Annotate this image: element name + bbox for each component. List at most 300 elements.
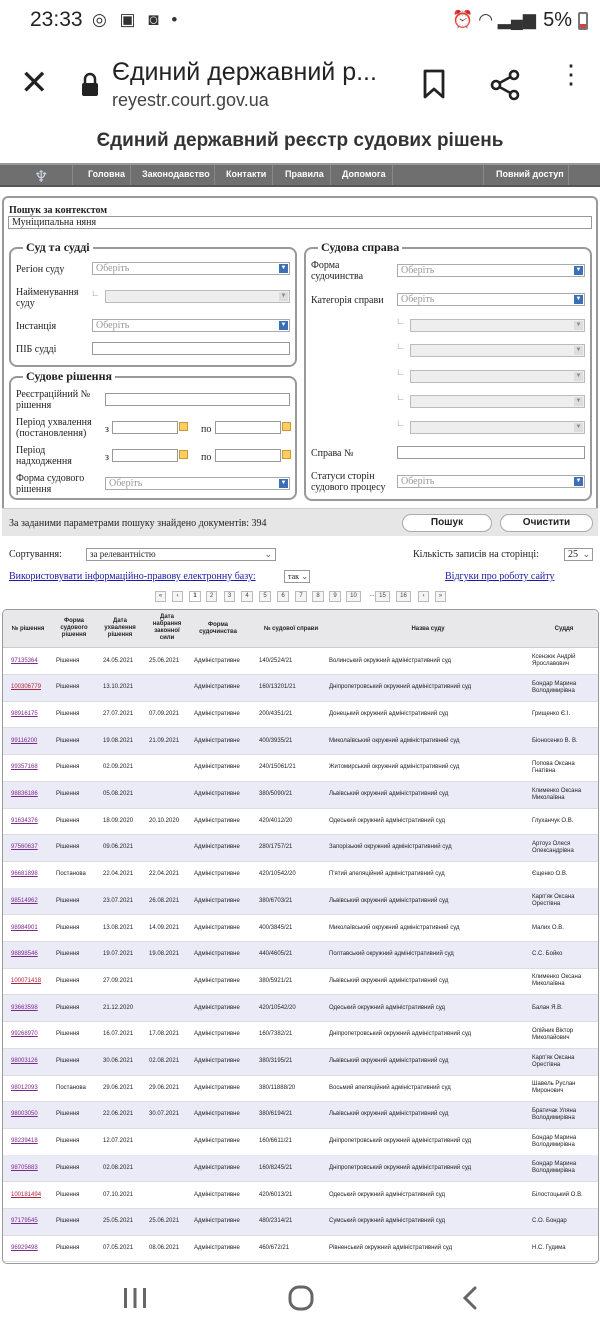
adopt-to-input[interactable]	[215, 421, 281, 434]
cell-force-date: 22.04.2021	[149, 871, 180, 878]
to-label: по	[201, 424, 212, 435]
url-text[interactable]: reyestr.court.gov.ua	[112, 90, 269, 110]
cell-decision-no[interactable]: 93663598	[11, 1004, 38, 1011]
chevron-down-icon: ▼	[280, 480, 287, 486]
cell-decision-no[interactable]: 96681898	[11, 871, 38, 878]
cell-force-date	[149, 968, 191, 994]
cell-decision-no[interactable]: 98836186	[11, 791, 38, 797]
judge-label: ПІБ судді	[16, 344, 57, 355]
cell-judge: Єщенко О.В.	[532, 871, 568, 878]
cell-court-name: Полтавський окружний адміністративний суд	[329, 951, 454, 958]
chevron-down-icon: ▼	[575, 373, 582, 379]
col-force-date[interactable]: Дата набрання законної сили	[152, 614, 182, 641]
page-link[interactable]: 1	[189, 591, 201, 602]
cell-case-no: 400/3935/21	[259, 737, 293, 744]
clear-button[interactable]: Очистити	[500, 514, 593, 532]
table-row	[3, 995, 599, 1022]
share-icon[interactable]	[488, 68, 522, 102]
cell-force-date: 30.07.2021	[149, 1111, 180, 1118]
court-name-select[interactable]	[105, 290, 290, 303]
subcategory-select-4[interactable]	[410, 395, 585, 408]
cell-decision-no[interactable]: 98705883	[11, 1164, 38, 1171]
per-page-select[interactable]: 25 ⌄	[564, 548, 593, 561]
cell-judge: Грищенко Є.І.	[532, 710, 571, 717]
lock-icon[interactable]	[80, 72, 100, 98]
cell-decision-no[interactable]: 96929498	[11, 1244, 38, 1251]
col-decision-form[interactable]: Форма судового рішення	[60, 618, 88, 638]
category-label: Категорія справи	[311, 295, 384, 306]
cell-court-name: Одеський окружний адміністративний суд	[329, 817, 445, 824]
cell-adopt-date: 19.08.2021	[103, 737, 134, 744]
close-icon[interactable]: ✕	[20, 64, 49, 102]
table-row	[3, 728, 599, 755]
cell-decision-no[interactable]: 98239418	[11, 1138, 38, 1145]
cell-adopt-date: 24.05.2021	[103, 657, 134, 664]
cell-decision-no[interactable]: 99268970	[11, 1031, 38, 1038]
cell-decision-form: Рішення	[56, 1218, 80, 1225]
nav-home[interactable]: Головна	[88, 169, 125, 179]
page-link[interactable]: 3	[224, 591, 235, 602]
tree-branch-icon: ∟	[396, 341, 405, 351]
cell-decision-no[interactable]: 97179545	[11, 1218, 38, 1225]
page-link: ...	[369, 592, 375, 598]
table-row	[3, 701, 599, 728]
subcategory-select-5[interactable]	[410, 421, 585, 434]
cell-case-no: 380/5921/21	[259, 977, 293, 984]
period-adopt-label: Період ухвалення (постановлення)	[16, 417, 92, 439]
cell-proc-form: Адміністративне	[194, 791, 240, 797]
page-link[interactable]: 16	[396, 591, 411, 602]
cell-proc-form: Адміністративне	[194, 1218, 240, 1225]
chevron-down-icon: ▼	[575, 267, 582, 273]
status-time: 23:33	[30, 8, 83, 31]
cell-decision-form: Рішення	[56, 1191, 80, 1198]
from-label: з	[105, 452, 109, 463]
cell-court-name: Восьмий апеляційний адміністративний суд	[329, 1084, 451, 1091]
cell-proc-form: Адміністративне	[194, 1004, 240, 1011]
cell-adopt-date: 02.09.2021	[103, 764, 134, 771]
chevron-down-icon: ▼	[575, 398, 582, 404]
cell-decision-form: Рішення	[56, 657, 80, 664]
cell-proc-form: Адміністративне	[194, 897, 240, 904]
cell-court-name: Миколаївський окружний адміністративний суд	[329, 737, 460, 744]
feedback-link[interactable]: Відгуки про роботу сайту	[445, 571, 555, 582]
table-row	[3, 1102, 599, 1129]
cell-judge: Карп'як Оксана Орестівна	[532, 894, 575, 908]
cell-judge: Карп'як Оксана Орестівна	[532, 1054, 575, 1068]
more-options-icon[interactable]: ⋮	[558, 59, 584, 89]
cell-judge: Клименко Оксана Миколаївна	[532, 787, 582, 801]
cell-adopt-date: 02.08.2021	[103, 1164, 134, 1171]
judge-input[interactable]	[92, 342, 290, 355]
cell-decision-form: Рішення	[56, 951, 80, 958]
cell-decision-form: Рішення	[56, 897, 80, 904]
page-link[interactable]: 7	[295, 591, 307, 602]
cell-court-name: Миколаївський окружний адміністративний суд	[329, 924, 460, 931]
chevron-down-icon: ▼	[575, 322, 582, 328]
results-table	[2, 609, 599, 1264]
calendar-icon[interactable]	[179, 422, 188, 431]
sorting-label: Сортування:	[9, 549, 62, 560]
case-legend: Судова справа	[318, 240, 402, 255]
category-select[interactable]: Оберіть ▼	[397, 293, 585, 306]
chevron-down-icon: ▼	[575, 347, 582, 353]
battery-icon	[578, 12, 588, 30]
tree-branch-icon: ∟	[396, 316, 405, 326]
cell-court-name: Житомирський окружний адміністративний суд	[329, 764, 460, 771]
cell-judge: Біоносенко В. В.	[532, 737, 578, 744]
cell-case-no: 440/4605/21	[259, 951, 293, 958]
cell-adopt-date: 25.05.2021	[103, 1218, 134, 1225]
signal-icons: ⏰ ◠ ▂▄▆	[452, 10, 536, 29]
cell-proc-form: Адміністративне	[194, 657, 240, 664]
cell-force-date	[149, 755, 191, 781]
cell-decision-no[interactable]: 98916175	[11, 710, 38, 717]
page-link[interactable]: 6	[277, 591, 289, 602]
cell-judge: Ксензюк Андрій Ярославович	[532, 654, 576, 667]
cell-decision-no[interactable]: 99116200	[11, 737, 38, 744]
table-row	[3, 755, 599, 782]
cell-judge: Бондар Марина Володимирівна	[532, 1134, 577, 1148]
system-nav-bar	[0, 1266, 600, 1332]
found-count-text: За заданими параметрами пошуку знайдено документів: 394	[9, 518, 267, 529]
tree-branch-icon: ∟	[396, 418, 405, 428]
table-row	[3, 835, 599, 862]
cell-proc-form: Адміністративне	[194, 1031, 240, 1038]
table-row	[3, 782, 599, 809]
cell-decision-no[interactable]: 97560637	[11, 844, 38, 851]
cell-decision-no[interactable]: 100071418	[11, 977, 42, 984]
table-row	[3, 968, 599, 995]
cell-decision-no[interactable]: 98012093	[11, 1084, 38, 1091]
use-base-select[interactable]: так ⌄	[284, 570, 310, 583]
court-name-label: Найменування суду	[16, 287, 79, 309]
cell-court-name: Дніпропетровський окружний адміністративний суд	[329, 1031, 472, 1038]
cell-case-no: 480/2314/21	[259, 1218, 293, 1225]
cell-case-no: 160/6611/21	[259, 1138, 292, 1145]
case-no-label: Справа №	[311, 448, 354, 459]
cell-decision-form: Рішення	[56, 710, 80, 717]
cell-judge: Білостоцький О.В.	[532, 1191, 583, 1198]
subcategory-select-3[interactable]	[410, 370, 585, 383]
table-row	[3, 1155, 599, 1182]
page-link[interactable]: 2	[206, 591, 217, 602]
table-row	[3, 1182, 599, 1209]
proc-form-label: Форма судочинства	[311, 260, 364, 282]
cell-force-date	[149, 995, 191, 1021]
table-row	[3, 888, 599, 915]
page-link[interactable]: »	[435, 591, 446, 602]
cell-decision-no[interactable]: 98003126	[11, 1058, 38, 1064]
cell-adopt-date: 07.05.2021	[103, 1244, 134, 1251]
cell-court-name: Одеський окружний адміністративний суд	[329, 1191, 445, 1198]
cell-court-name: Волинський окружний адміністративний суд	[329, 657, 451, 664]
cell-decision-form: Рішення	[56, 764, 80, 771]
col-decision-no[interactable]: № рішення	[11, 626, 45, 632]
cell-court-name: Львівський окружний адміністративний суд	[329, 791, 449, 797]
region-select[interactable]: Оберіть ▼	[92, 262, 290, 275]
cell-adopt-date: 27.07.2021	[103, 710, 134, 717]
page-link[interactable]: 4	[241, 591, 253, 602]
cell-proc-form: Адміністративне	[194, 1084, 240, 1091]
cell-force-date: 26.08.2021	[149, 897, 180, 904]
table-row	[3, 862, 599, 889]
cell-court-name: П'ятий апеляційний адміністративний суд	[329, 871, 445, 878]
cell-proc-form: Адміністративне	[194, 977, 240, 984]
page-title[interactable]: Єдиний державний р...	[112, 58, 377, 86]
cell-force-date	[149, 1155, 191, 1181]
cell-adopt-date: 29.06.2021	[103, 1084, 134, 1091]
cell-force-date: 07.09.2021	[149, 710, 180, 717]
receive-to-input[interactable]	[215, 449, 281, 462]
subcategory-select-2[interactable]	[410, 344, 585, 357]
cell-decision-no[interactable]: 100181494	[11, 1191, 42, 1198]
cell-case-no: 420/4012/20	[259, 817, 293, 824]
nav-contacts[interactable]: Контакти	[226, 169, 267, 179]
cell-decision-form: Рішення	[56, 1164, 80, 1171]
table-header	[3, 610, 599, 648]
cell-adopt-date: 13.10.2021	[103, 684, 134, 691]
page-link[interactable]: 15	[375, 591, 390, 602]
table-row	[3, 1235, 599, 1262]
table-row	[3, 1022, 599, 1049]
coat-of-arms-icon: ♆	[34, 169, 49, 186]
cell-force-date: 14.09.2021	[149, 924, 180, 931]
tree-branch-icon: ∟	[91, 288, 100, 298]
cell-decision-form: Рішення	[56, 924, 80, 931]
to-label: по	[201, 452, 212, 463]
calendar-icon[interactable]	[282, 450, 291, 459]
cell-case-no: 420/6013/21	[259, 1191, 293, 1198]
cell-decision-no[interactable]: 91634376	[11, 817, 38, 824]
reg-no-input[interactable]	[105, 393, 290, 406]
decision-legend: Судове рішення	[23, 369, 115, 384]
search-button[interactable]: Пошук	[402, 514, 492, 532]
site-title: Єдиний державний реєстр судових рішень	[96, 130, 504, 151]
cell-case-no: 200/4351/21	[259, 710, 293, 717]
chevron-down-icon: ▼	[280, 265, 287, 271]
cell-proc-form: Адміністративне	[194, 817, 240, 824]
cell-adopt-date: 16.07.2021	[103, 1031, 134, 1038]
cell-force-date	[149, 1182, 191, 1208]
cell-case-no: 380/3195/21	[259, 1058, 293, 1064]
cell-adopt-date: 22.04.2021	[103, 871, 134, 878]
cell-judge: Бондар Марина Володимирівна	[532, 680, 577, 694]
cell-force-date: 25.06.2021	[149, 1218, 180, 1225]
cell-case-no: 380/5090/21	[259, 791, 293, 797]
cell-judge: С.О. Бондар	[532, 1218, 567, 1225]
party-status-select[interactable]: Оберіть ▼	[397, 475, 585, 488]
cell-court-name: Донецький окружний адміністративний суд	[329, 710, 449, 717]
cell-court-name: Одеський окружний адміністративний суд	[329, 1004, 445, 1011]
case-no-input[interactable]	[397, 446, 585, 459]
cell-judge: С.С. Бойко	[532, 951, 563, 958]
table-row	[3, 942, 599, 969]
cell-proc-form: Адміністративне	[194, 871, 240, 878]
cell-case-no: 420/10542/20	[259, 871, 296, 878]
table-row	[3, 808, 599, 835]
main-nav	[0, 163, 600, 187]
page-link[interactable]: ›	[418, 591, 429, 602]
cell-court-name: Дніпропетровський окружний адміністративний суд	[329, 1164, 472, 1171]
cell-court-name: Львівський окружний адміністративний суд	[329, 897, 449, 904]
chevron-down-icon: ⌄	[264, 549, 272, 559]
cell-adopt-date: 19.07.2021	[103, 951, 134, 958]
page-link[interactable]: 5	[259, 591, 271, 602]
cell-proc-form: Адміністративне	[194, 1111, 240, 1118]
cell-judge: Малих О.В.	[532, 924, 564, 931]
page-link[interactable]: 10	[346, 591, 361, 602]
cell-decision-no[interactable]: 98984901	[11, 924, 38, 931]
sorting-select[interactable]: за релевантністю ⌄	[86, 548, 276, 561]
cell-proc-form: Адміністративне	[194, 924, 240, 931]
cell-judge: Попова Оксана Гнатівна	[532, 760, 575, 774]
instance-select[interactable]: Оберіть ▼	[92, 319, 290, 332]
cell-decision-no[interactable]: 99357168	[11, 764, 38, 771]
cell-decision-no[interactable]: 100306779	[11, 684, 42, 691]
decision-form-select[interactable]: Оберіть ▼	[105, 477, 290, 490]
cell-decision-form: Рішення	[56, 684, 80, 691]
back-icon[interactable]	[460, 1286, 480, 1310]
chevron-down-icon: ⌄	[582, 549, 590, 559]
court-legend: Суд та судді	[23, 240, 93, 255]
chevron-down-icon: ▼	[280, 293, 287, 299]
cell-case-no: 140/2524/21	[259, 657, 293, 664]
table-row	[3, 1129, 599, 1156]
col-court-name[interactable]: Назва суду	[411, 626, 445, 632]
nav-rules[interactable]: Правила	[285, 169, 324, 179]
cell-decision-no[interactable]: 97135364	[11, 657, 38, 664]
cell-force-date: 17.08.2021	[149, 1031, 180, 1038]
nav-help[interactable]: Допомога	[342, 169, 386, 179]
cell-proc-form: Адміністративне	[194, 737, 240, 744]
region-label: Регіон суду	[16, 264, 65, 275]
cell-decision-no[interactable]: 98003050	[11, 1111, 38, 1118]
page-link[interactable]: ‹	[172, 591, 183, 602]
cell-decision-form: Постанова	[56, 871, 86, 878]
chevron-down-icon: ▼	[575, 478, 582, 484]
cell-force-date: 25.06.2021	[149, 657, 180, 664]
cell-adopt-date: 22.06.2021	[103, 1111, 134, 1118]
chevron-down-icon: ▼	[280, 322, 287, 328]
recent-apps-icon[interactable]	[122, 1286, 148, 1310]
cell-adopt-date: 09.06.2021	[103, 844, 134, 851]
calendar-icon[interactable]	[179, 450, 188, 459]
cell-proc-form: Адміністративне	[194, 710, 240, 717]
cell-case-no: 160/13201/21	[259, 684, 296, 691]
cell-court-name: Львівський окружний адміністративний суд	[329, 1058, 449, 1064]
cell-force-date	[149, 1129, 191, 1155]
reg-no-label: Реєстраційний № рішення	[16, 389, 91, 411]
cell-case-no: 420/10542/20	[259, 1004, 296, 1011]
cell-adopt-date: 12.07.2021	[103, 1138, 134, 1145]
status-bar	[0, 0, 600, 44]
page-link[interactable]: 9	[329, 591, 341, 602]
bookmark-icon[interactable]	[420, 68, 448, 100]
use-base-link[interactable]: Використовувати інформаційно-правову електронну базу:	[9, 571, 256, 582]
party-status-label: Статуси сторін судового процесу	[311, 471, 386, 493]
cell-adopt-date: 07.10.2021	[103, 1191, 134, 1198]
table-row	[3, 1209, 599, 1236]
col-proc-form[interactable]: Форма судочинства	[199, 622, 237, 635]
cell-force-date: 19.08.2021	[149, 951, 180, 958]
period-receive-label: Період надходження	[16, 445, 72, 467]
cell-proc-form: Адміністративне	[194, 951, 240, 958]
page-link[interactable]: 8	[312, 591, 324, 602]
cell-decision-no[interactable]: 98898546	[11, 951, 38, 958]
chevron-down-icon: ▼	[575, 296, 582, 302]
cell-proc-form: Адміністративне	[194, 1164, 240, 1171]
cell-court-name: Рівненський окружний адміністративний суд	[329, 1244, 453, 1251]
cell-case-no: 400/3845/21	[259, 924, 293, 931]
adopt-from-input[interactable]	[112, 421, 178, 434]
col-adopt-date[interactable]: Дата ухвалення рішення	[104, 618, 136, 638]
page-link[interactable]: «	[155, 591, 166, 602]
table-row	[3, 1075, 599, 1102]
cell-decision-no[interactable]: 98514962	[11, 897, 38, 904]
subcategory-select-1[interactable]	[410, 319, 585, 332]
proc-form-select[interactable]: Оберіть ▼	[397, 264, 585, 277]
cell-decision-form: Рішення	[56, 737, 80, 744]
cell-adopt-date: 05.08.2021	[103, 791, 134, 797]
instance-label: Інстанція	[16, 321, 57, 332]
cell-proc-form: Адміністративне	[194, 1244, 240, 1251]
tree-branch-icon: ∟	[396, 392, 405, 402]
cell-force-date: 08.06.2021	[149, 1244, 180, 1251]
table-row	[3, 1049, 599, 1076]
cell-judge: Балан Я.В.	[532, 1004, 563, 1011]
cell-judge: Клименко Оксана Миколаївна	[532, 974, 582, 988]
cell-case-no: 380/6703/21	[259, 897, 293, 904]
cell-proc-form: Адміністративне	[194, 1191, 240, 1198]
cell-judge: Олійник Віктор Миколайович	[532, 1027, 574, 1041]
nav-full-access[interactable]: Повний доступ	[496, 169, 564, 179]
cell-judge: Шавель Руслан Миронович	[532, 1081, 576, 1095]
cell-force-date: 20.10.2020	[149, 817, 180, 824]
context-search-input[interactable]: Муніципальна няня	[8, 216, 592, 229]
cell-adopt-date: 18.09.2020	[103, 817, 134, 824]
decision-form-label: Форма судового рішення	[16, 473, 85, 495]
cell-case-no: 460/672/21	[259, 1244, 290, 1251]
cell-judge: Братичак Уляна Володимирівна	[532, 1107, 577, 1121]
cell-proc-form: Адміністративне	[194, 1058, 240, 1064]
cell-judge: Н.С. Гудима	[532, 1244, 566, 1251]
cell-decision-form: Рішення	[56, 1244, 80, 1251]
calendar-icon[interactable]	[282, 422, 291, 431]
cell-adopt-date: 23.07.2021	[103, 897, 134, 904]
cell-case-no: 280/1757/21	[259, 844, 293, 851]
home-icon[interactable]	[287, 1284, 315, 1312]
cell-decision-form: Рішення	[56, 1138, 80, 1145]
cell-force-date	[149, 835, 191, 861]
nav-legislation[interactable]: Законодавство	[142, 169, 210, 179]
cell-force-date	[149, 675, 191, 701]
chevron-down-icon: ⌄	[301, 572, 308, 581]
cell-adopt-date: 30.06.2021	[103, 1058, 134, 1064]
cell-decision-form: Рішення	[56, 1004, 80, 1011]
cell-adopt-date: 27.09.2021	[103, 977, 134, 984]
cell-decision-form: Постанова	[56, 1084, 86, 1091]
col-case-no[interactable]: № судової справи	[263, 626, 319, 632]
col-judge[interactable]: Суддя	[554, 626, 574, 632]
context-search-label: Пошук за контекстом	[9, 205, 108, 216]
cell-judge: Глуханчук О.В.	[532, 817, 574, 824]
cell-force-date: 02.08.2021	[149, 1058, 180, 1064]
cell-case-no: 380/11888/20	[259, 1084, 296, 1091]
cell-court-name: Дніпропетровський окружний адміністративний суд	[329, 1138, 472, 1145]
cell-proc-form: Адміністративне	[194, 1138, 240, 1145]
receive-from-input[interactable]	[112, 449, 178, 462]
